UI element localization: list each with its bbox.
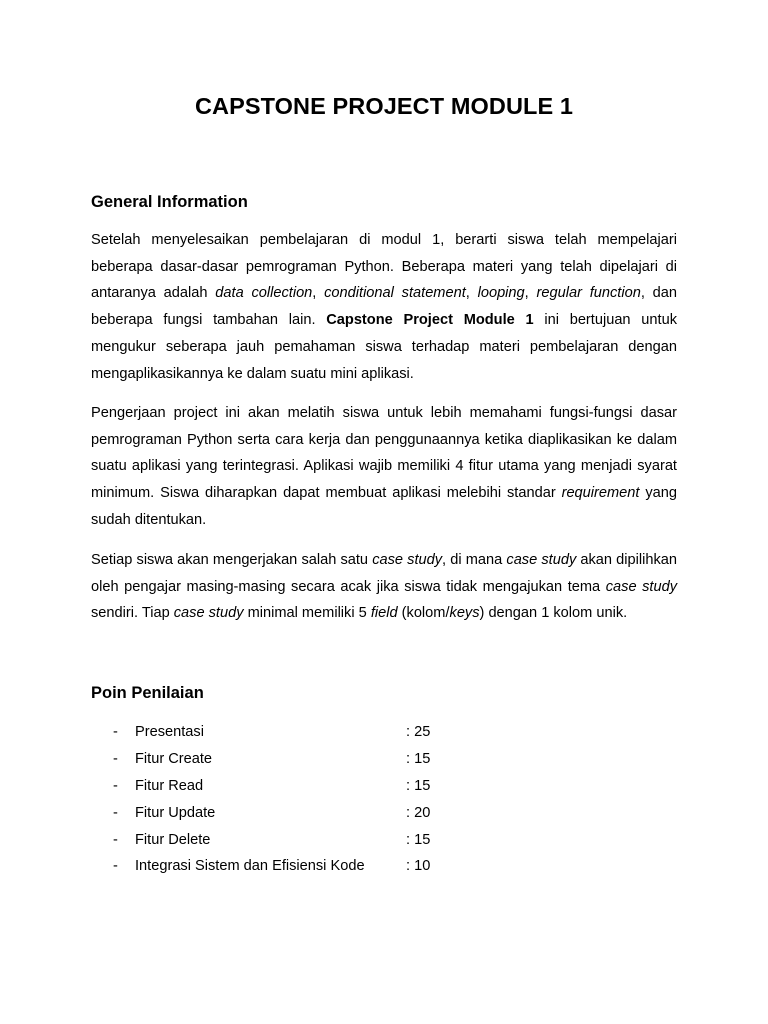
text-run: ) dengan 1 kolom unik. — [479, 605, 628, 622]
italic-text-run: looping — [477, 285, 525, 302]
paragraph-case-study — [91, 547, 677, 627]
score-item-fitur-create — [91, 746, 511, 773]
score-item-fitur-delete — [91, 827, 511, 854]
italic-text-run: regular function — [536, 285, 641, 302]
document-title: CAPSTONE PROJECT MODULE 1 — [194, 93, 574, 119]
text-run: minimal memiliki 5 — [243, 605, 371, 622]
score-item-value: : 15 — [406, 831, 431, 848]
bullet-dash: - — [113, 777, 118, 794]
bullet-dash: - — [113, 831, 118, 848]
paragraph-intro — [91, 227, 677, 387]
text-run: Pengerjaan project ini akan melatih siswa untuk lebih memahami fungsi-fungsi dasar pemrograman Python serta cara kerja dan penggunaannya ketika diaplikasikan ke dalam suatu aplikasi yang terintegrasi. Aplikasi wajib memiliki 4 fitur utama yang menjadi syarat minimum. Siswa diharapkan dapat membuat aplikasi melebihi standar — [91, 405, 677, 502]
score-item-label: Fitur Delete — [135, 831, 211, 848]
text-run: (kolom/ — [397, 605, 450, 622]
score-item-fitur-read — [91, 773, 511, 800]
paragraph-project-description — [91, 400, 677, 534]
italic-text-run: field — [370, 605, 398, 622]
italic-text-run: case study — [506, 552, 577, 568]
score-item-fitur-update — [91, 800, 511, 827]
score-item-value: : 15 — [406, 777, 431, 794]
text-run: ini bertujuan untuk mengukur seberapa jauh pemahaman siswa terhadap materi pembelajaran dengan mengaplikasikannya ke dalam suatu mini aplikasi. — [91, 312, 677, 382]
italic-text-run: keys — [449, 605, 480, 622]
text-run: , — [312, 285, 325, 302]
score-item-value: : 10 — [406, 858, 431, 875]
italic-text-run: case study — [372, 552, 443, 568]
text-run: , di mana — [442, 552, 507, 568]
text-run: , — [465, 285, 478, 302]
italic-text-run: case study — [173, 605, 244, 622]
text-run: , — [524, 285, 537, 302]
text-run: sendiri. Tiap — [91, 605, 174, 622]
score-item-value: : 20 — [406, 804, 431, 821]
text-run: , dan beberapa fungsi tambahan lain. — [91, 285, 677, 329]
score-item-label: Integrasi Sistem dan Efisiensi Kode — [135, 858, 365, 875]
italic-text-run: conditional statement — [324, 285, 466, 302]
score-item-label: Fitur Create — [135, 750, 213, 767]
score-item-label: Fitur Read — [135, 777, 204, 794]
bullet-dash: - — [113, 724, 118, 740]
italic-text-run: requirement — [561, 485, 640, 502]
general-information-heading: General Information — [91, 193, 248, 211]
text-run: Setiap siswa akan mengerjakan salah satu — [91, 552, 373, 568]
score-item-integrasi-sistem — [91, 853, 511, 880]
italic-text-run: data collection — [215, 285, 313, 302]
poin-penilaian-heading: Poin Penilaian — [91, 684, 204, 702]
score-item-presentasi — [91, 719, 511, 746]
text-run: Setelah menyelesaikan pembelajaran di modul 1, berarti siswa telah mempelajari beberapa dasar-dasar pemrograman Python. Beberapa materi yang telah dipelajari di antaranya adalah — [91, 232, 677, 302]
bullet-dash: - — [113, 804, 118, 821]
bullet-dash: - — [113, 750, 118, 767]
bullet-dash: - — [113, 858, 118, 875]
text-run: yang sudah ditentukan. — [91, 485, 677, 528]
score-item-label: Presentasi — [135, 724, 204, 740]
italic-text-run: case study — [605, 578, 678, 595]
bold-text-run: Capstone Project Module 1 — [326, 312, 534, 329]
score-list — [91, 719, 511, 880]
score-item-label: Fitur Update — [135, 804, 216, 821]
score-item-value: : 15 — [406, 750, 431, 767]
text-run: akan dipilihkan oleh pengajar masing-masing secara acak jika siswa tidak mengajukan tema — [91, 552, 678, 595]
score-item-value: : 25 — [406, 724, 431, 740]
